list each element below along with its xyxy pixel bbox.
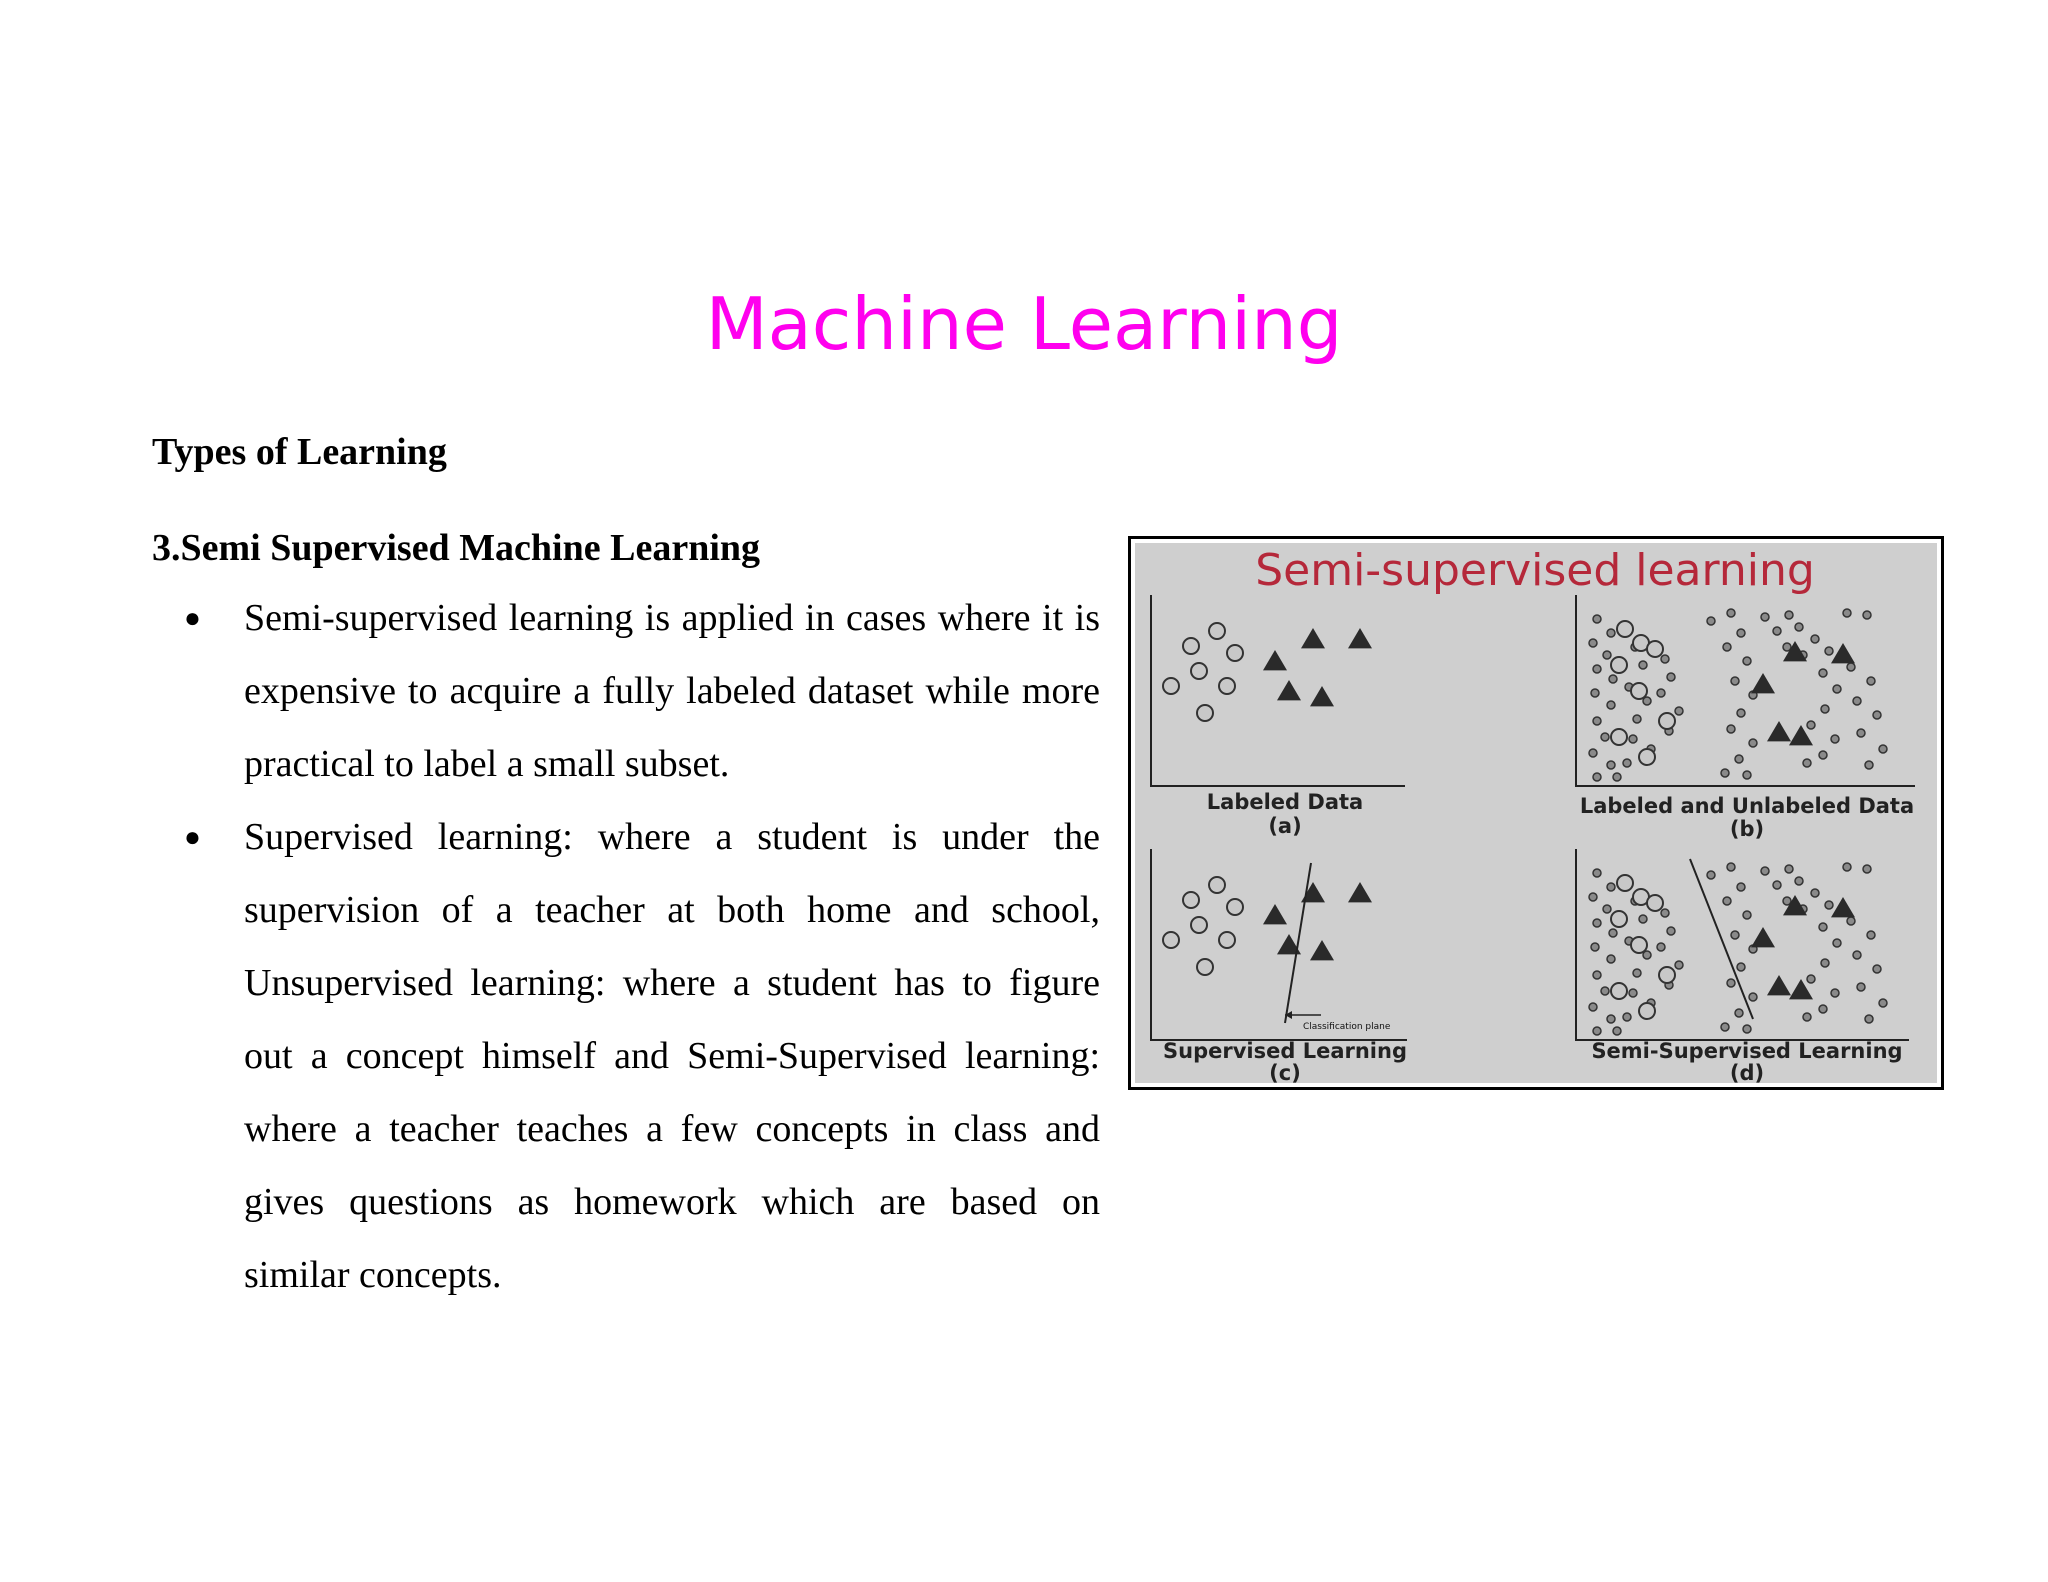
labeled-circle (1209, 623, 1225, 639)
unlabeled-dot (1773, 627, 1781, 635)
unlabeled-dot (1853, 697, 1861, 705)
unlabeled-dot (1593, 869, 1601, 877)
unlabeled-dot (1723, 643, 1731, 651)
unlabeled-dot (1723, 897, 1731, 905)
unlabeled-dot (1633, 969, 1641, 977)
figure-title: Semi-supervised learning (1255, 545, 1815, 596)
panel-b-letter: (b) (1729, 817, 1765, 841)
panel-b-caption: Labeled and Unlabeled Data (1579, 794, 1915, 818)
labeled-circle (1183, 892, 1199, 908)
labeled-circle (1659, 967, 1675, 983)
unlabeled-dot (1607, 701, 1615, 709)
unlabeled-dot (1807, 975, 1815, 983)
unlabeled-dot (1731, 677, 1739, 685)
unlabeled-dot (1821, 959, 1829, 967)
unlabeled-dot (1743, 771, 1751, 779)
page-title: Machine Learning (705, 282, 1343, 366)
panel-a-letter: (a) (1268, 814, 1302, 838)
unlabeled-dot (1639, 915, 1647, 923)
labeled-triangle (1310, 686, 1334, 706)
labeled-circle (1209, 877, 1225, 893)
unlabeled-dot (1811, 635, 1819, 643)
unlabeled-dot (1727, 863, 1735, 871)
labeled-circle (1617, 621, 1633, 637)
subsection-heading: 3.Semi Supervised Machine Learning (152, 527, 761, 569)
unlabeled-dot (1727, 609, 1735, 617)
unlabeled-dot (1667, 927, 1675, 935)
unlabeled-dot (1737, 709, 1745, 717)
unlabeled-dot (1785, 611, 1793, 619)
labeled-circle (1611, 983, 1627, 999)
unlabeled-dot (1613, 773, 1621, 781)
unlabeled-dot (1735, 755, 1743, 763)
labeled-triangle (1310, 940, 1334, 960)
unlabeled-dot (1879, 745, 1887, 753)
unlabeled-dot (1593, 615, 1601, 623)
unlabeled-dot (1737, 629, 1745, 637)
unlabeled-dot (1593, 773, 1601, 781)
bullet-icon: ● (184, 822, 201, 853)
panel-c-plot (1163, 877, 1372, 975)
unlabeled-dot (1819, 923, 1827, 931)
unlabeled-dot (1589, 1003, 1597, 1011)
unlabeled-dot (1879, 999, 1887, 1007)
bullet-icon: ● (184, 603, 201, 634)
unlabeled-dot (1721, 1023, 1729, 1031)
labeled-triangle (1301, 628, 1325, 648)
labeled-circle (1163, 932, 1179, 948)
unlabeled-dot (1847, 917, 1855, 925)
unlabeled-dot (1607, 761, 1615, 769)
unlabeled-dot (1675, 707, 1683, 715)
unlabeled-dot (1743, 1025, 1751, 1033)
unlabeled-dot (1591, 689, 1599, 697)
semi-supervised-figure (1128, 536, 1944, 1090)
unlabeled-dot (1657, 689, 1665, 697)
unlabeled-dot (1629, 735, 1637, 743)
figure-diagram (1135, 543, 1937, 1083)
unlabeled-dot (1857, 729, 1865, 737)
unlabeled-dot (1593, 919, 1601, 927)
bullet-list (152, 582, 1100, 1312)
labeled-circle (1163, 678, 1179, 694)
panel-a-caption: Labeled Data (1206, 790, 1364, 814)
bullet-item (152, 582, 1100, 801)
unlabeled-dot (1749, 993, 1757, 1001)
unlabeled-dot (1601, 987, 1609, 995)
labeled-circle (1647, 895, 1663, 911)
unlabeled-dot (1593, 1027, 1601, 1035)
unlabeled-dot (1847, 663, 1855, 671)
labeled-circle (1197, 959, 1213, 975)
labeled-triangle (1348, 628, 1372, 648)
unlabeled-dot (1825, 647, 1833, 655)
unlabeled-dot (1735, 1009, 1743, 1017)
unlabeled-dot (1633, 715, 1641, 723)
labeled-triangle (1831, 643, 1855, 663)
unlabeled-dot (1737, 883, 1745, 891)
unlabeled-dot (1603, 905, 1611, 913)
unlabeled-dot (1743, 911, 1751, 919)
unlabeled-dot (1857, 983, 1865, 991)
unlabeled-dot (1825, 901, 1833, 909)
panel-b-plot (1589, 609, 1887, 781)
unlabeled-dot (1607, 955, 1615, 963)
unlabeled-dot (1721, 769, 1729, 777)
unlabeled-dot (1795, 877, 1803, 885)
bullet-text: Semi-supervised learning is applied in cases where it is expensive to acquire a fully labeled dataset while more practical to label a small subset. (244, 597, 1100, 785)
unlabeled-dot (1803, 759, 1811, 767)
labeled-circle (1611, 911, 1627, 927)
unlabeled-dot (1657, 943, 1665, 951)
unlabeled-dot (1761, 867, 1769, 875)
unlabeled-dot (1833, 685, 1841, 693)
unlabeled-dot (1865, 761, 1873, 769)
unlabeled-dot (1831, 989, 1839, 997)
labeled-circle (1191, 663, 1207, 679)
labeled-triangle (1263, 650, 1287, 670)
labeled-circle (1219, 932, 1235, 948)
panel-d-plot (1589, 863, 1887, 1035)
labeled-circle (1227, 899, 1243, 915)
unlabeled-dot (1865, 1015, 1873, 1023)
unlabeled-dot (1707, 871, 1715, 879)
unlabeled-dot (1667, 673, 1675, 681)
labeled-circle (1197, 705, 1213, 721)
unlabeled-dot (1819, 751, 1827, 759)
unlabeled-dot (1863, 611, 1871, 619)
labeled-triangle (1751, 673, 1775, 693)
panel-d-letter: (d) (1729, 1061, 1765, 1083)
unlabeled-dot (1843, 609, 1851, 617)
panel-a-plot (1163, 623, 1372, 721)
unlabeled-dot (1873, 965, 1881, 973)
unlabeled-dot (1743, 657, 1751, 665)
unlabeled-dot (1639, 661, 1647, 669)
labeled-circle (1611, 729, 1627, 745)
unlabeled-dot (1675, 961, 1683, 969)
unlabeled-dot (1833, 939, 1841, 947)
unlabeled-dot (1811, 889, 1819, 897)
unlabeled-dot (1613, 1027, 1621, 1035)
unlabeled-dot (1819, 669, 1827, 677)
unlabeled-dot (1783, 897, 1791, 905)
labeled-circle (1183, 638, 1199, 654)
unlabeled-dot (1785, 865, 1793, 873)
unlabeled-dot (1783, 643, 1791, 651)
unlabeled-dot (1737, 963, 1745, 971)
unlabeled-dot (1867, 677, 1875, 685)
panel-c-caption: Supervised Learning (1163, 1039, 1407, 1063)
unlabeled-dot (1601, 733, 1609, 741)
unlabeled-dot (1727, 725, 1735, 733)
labeled-triangle (1277, 680, 1301, 700)
unlabeled-dot (1807, 721, 1815, 729)
unlabeled-dot (1795, 623, 1803, 631)
panel-c-letter: (c) (1269, 1061, 1301, 1083)
labeled-circle (1227, 645, 1243, 661)
unlabeled-dot (1873, 711, 1881, 719)
labeled-circle (1659, 713, 1675, 729)
labeled-circle (1631, 683, 1647, 699)
unlabeled-dot (1707, 617, 1715, 625)
labeled-circle (1611, 657, 1627, 673)
unlabeled-dot (1609, 929, 1617, 937)
unlabeled-dot (1867, 931, 1875, 939)
labeled-triangle (1831, 897, 1855, 917)
unlabeled-dot (1593, 717, 1601, 725)
classification-label: Classification plane (1303, 1022, 1391, 1032)
unlabeled-dot (1589, 749, 1597, 757)
unlabeled-dot (1607, 629, 1615, 637)
unlabeled-dot (1661, 655, 1669, 663)
unlabeled-dot (1589, 639, 1597, 647)
panel-d-caption: Semi-Supervised Learning (1591, 1039, 1903, 1063)
figure-image (1135, 543, 1937, 1083)
labeled-circle (1219, 678, 1235, 694)
labeled-triangle (1767, 975, 1791, 995)
labeled-circle (1191, 917, 1207, 933)
labeled-triangle (1263, 904, 1287, 924)
section-heading: Types of Learning (152, 431, 447, 473)
unlabeled-dot (1803, 1013, 1811, 1021)
labeled-triangle (1767, 721, 1791, 741)
labeled-triangle (1348, 882, 1372, 902)
labeled-circle (1631, 937, 1647, 953)
labeled-circle (1639, 749, 1655, 765)
unlabeled-dot (1629, 989, 1637, 997)
labeled-circle (1647, 641, 1663, 657)
unlabeled-dot (1821, 705, 1829, 713)
unlabeled-dot (1593, 665, 1601, 673)
bullet-item (152, 801, 1100, 1312)
bullet-text: Supervised learning: where a student is under the supervision of a teacher at both home and school, Unsupervised learning: where a student has to figure out a concept himself and Semi-Supervised learning: where a teacher teaches a few concepts in class and gives questions as homework which are based on similar concepts. (244, 816, 1100, 1296)
unlabeled-dot (1731, 931, 1739, 939)
unlabeled-dot (1661, 909, 1669, 917)
unlabeled-dot (1843, 863, 1851, 871)
unlabeled-dot (1819, 1005, 1827, 1013)
unlabeled-dot (1863, 865, 1871, 873)
unlabeled-dot (1853, 951, 1861, 959)
unlabeled-dot (1773, 881, 1781, 889)
unlabeled-dot (1623, 1013, 1631, 1021)
unlabeled-dot (1603, 651, 1611, 659)
unlabeled-dot (1591, 943, 1599, 951)
unlabeled-dot (1831, 735, 1839, 743)
unlabeled-dot (1623, 759, 1631, 767)
unlabeled-dot (1749, 739, 1757, 747)
labeled-triangle (1751, 927, 1775, 947)
unlabeled-dot (1761, 613, 1769, 621)
labeled-circle (1617, 875, 1633, 891)
unlabeled-dot (1607, 1015, 1615, 1023)
unlabeled-dot (1607, 883, 1615, 891)
unlabeled-dot (1593, 971, 1601, 979)
unlabeled-dot (1727, 979, 1735, 987)
labeled-circle (1639, 1003, 1655, 1019)
unlabeled-dot (1609, 675, 1617, 683)
unlabeled-dot (1589, 893, 1597, 901)
